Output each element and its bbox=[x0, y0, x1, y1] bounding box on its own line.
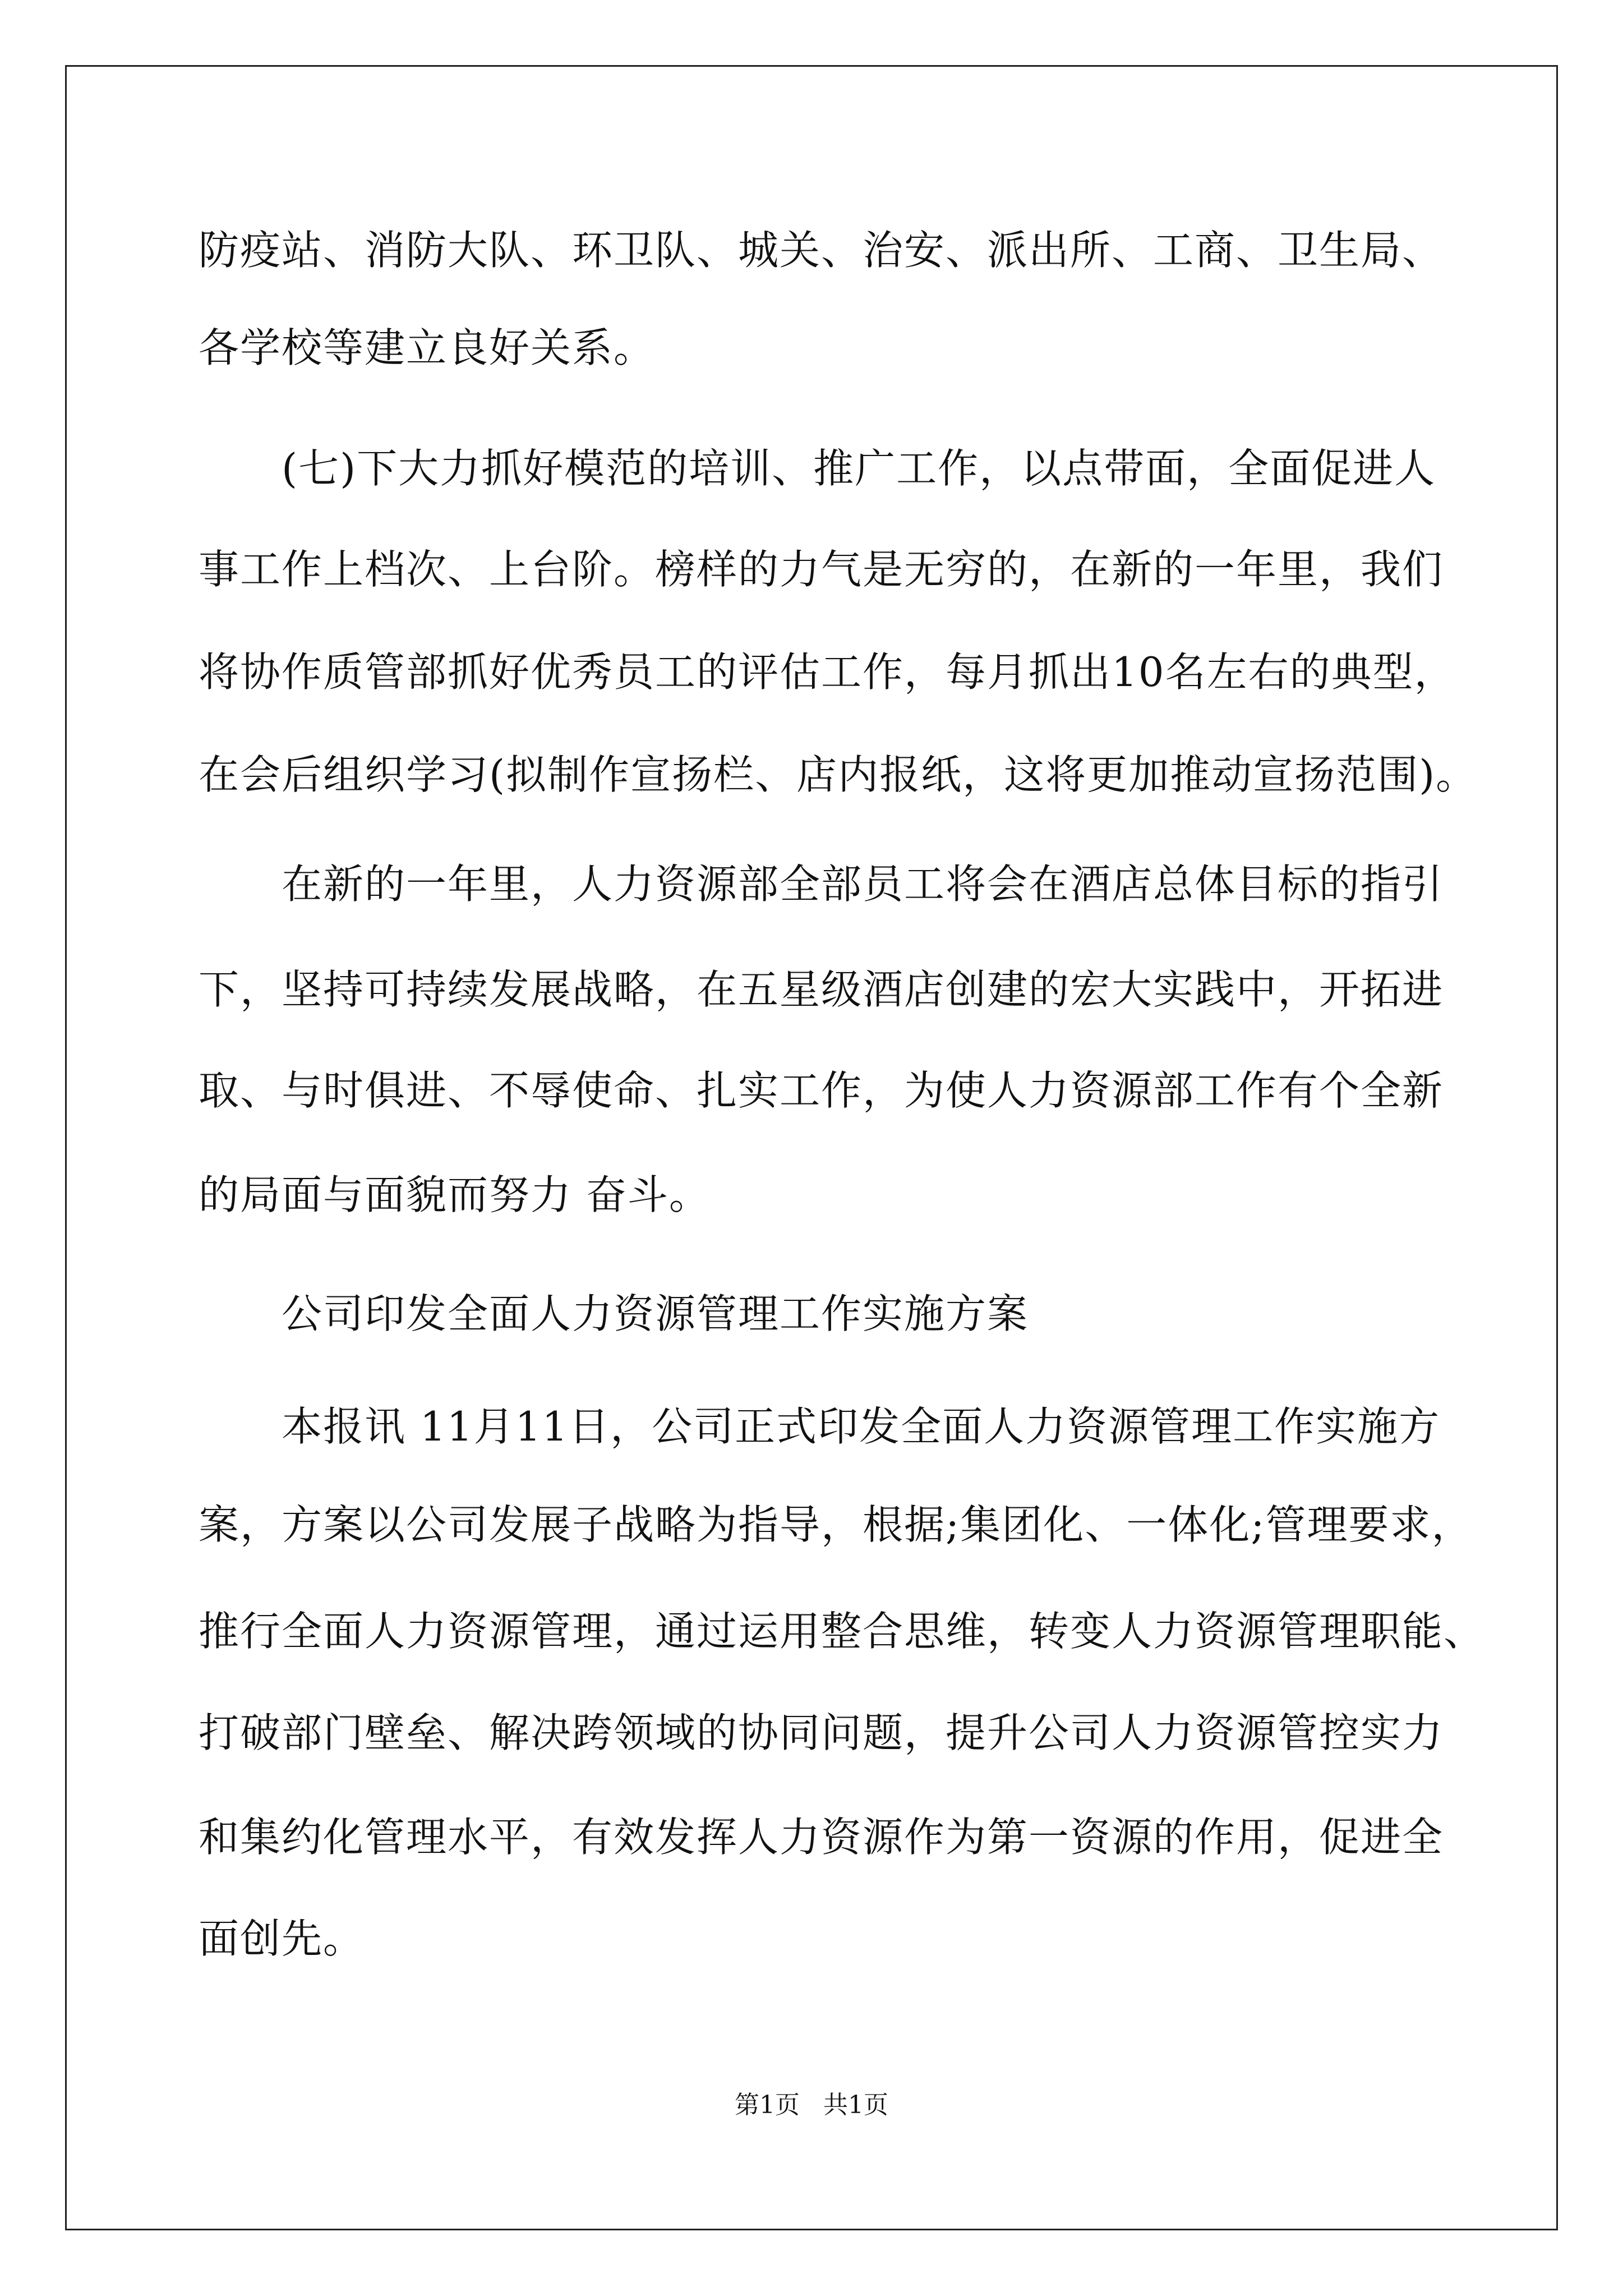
text-line: 取、与时俱进、不辱使命、扎实工作，为使人力资源部工作有个全新 bbox=[199, 1067, 1444, 1114]
text-line: 下，坚持可持续发展战略，在五星级酒店创建的宏大实践中，开拓进 bbox=[199, 966, 1444, 1013]
section-heading: 公司印发全面人力资源管理工作实施方案 bbox=[282, 1290, 1029, 1337]
text-line: 推行全面人力资源管理，通过运用整合思维，转变人力资源管理职能、 bbox=[199, 1608, 1486, 1655]
text-line: 本报讯 11月11日，公司正式印发全面人力资源管理工作实施方 bbox=[282, 1403, 1441, 1450]
page-footer: 第1页 共1页 bbox=[735, 2091, 888, 2119]
text-line: 在会后组织学习(拟制作宣扬栏、店内报纸，这将更加推动宣扬范围)。 bbox=[199, 751, 1478, 798]
text-line: 将协作质管部抓好优秀员工的评估工作，每月抓出10名左右的典型， bbox=[199, 648, 1456, 696]
text-line: 和集约化管理水平，有效发挥人力资源作为第一资源的作用，促进全 bbox=[199, 1814, 1444, 1861]
text-line: 的局面与面貌而努力 奋斗。 bbox=[199, 1171, 711, 1218]
text-line: 打破部门壁垒、解决跨领域的协同问题，提升公司人力资源管控实力 bbox=[199, 1709, 1444, 1756]
text-line: 面创先。 bbox=[199, 1915, 365, 1962]
page-border bbox=[65, 65, 1558, 2230]
text-line: 事工作上档次、上台阶。榜样的力气是无穷的，在新的一年里，我们 bbox=[199, 546, 1444, 593]
text-line: 防疫站、消防大队、环卫队、城关、治安、派出所、工商、卫生局、 bbox=[199, 227, 1444, 274]
text-line: 在新的一年里，人力资源部全部员工将会在酒店总体目标的指引 bbox=[282, 861, 1444, 908]
text-line: (七)下大力抓好模范的培训、推广工作，以点带面，全面促进人 bbox=[282, 445, 1436, 492]
text-line: 各学校等建立良好关系。 bbox=[199, 324, 656, 371]
text-line: 案，方案以公司发展子战略为指导，根据;集团化、一体化;管理要求， bbox=[199, 1501, 1473, 1548]
